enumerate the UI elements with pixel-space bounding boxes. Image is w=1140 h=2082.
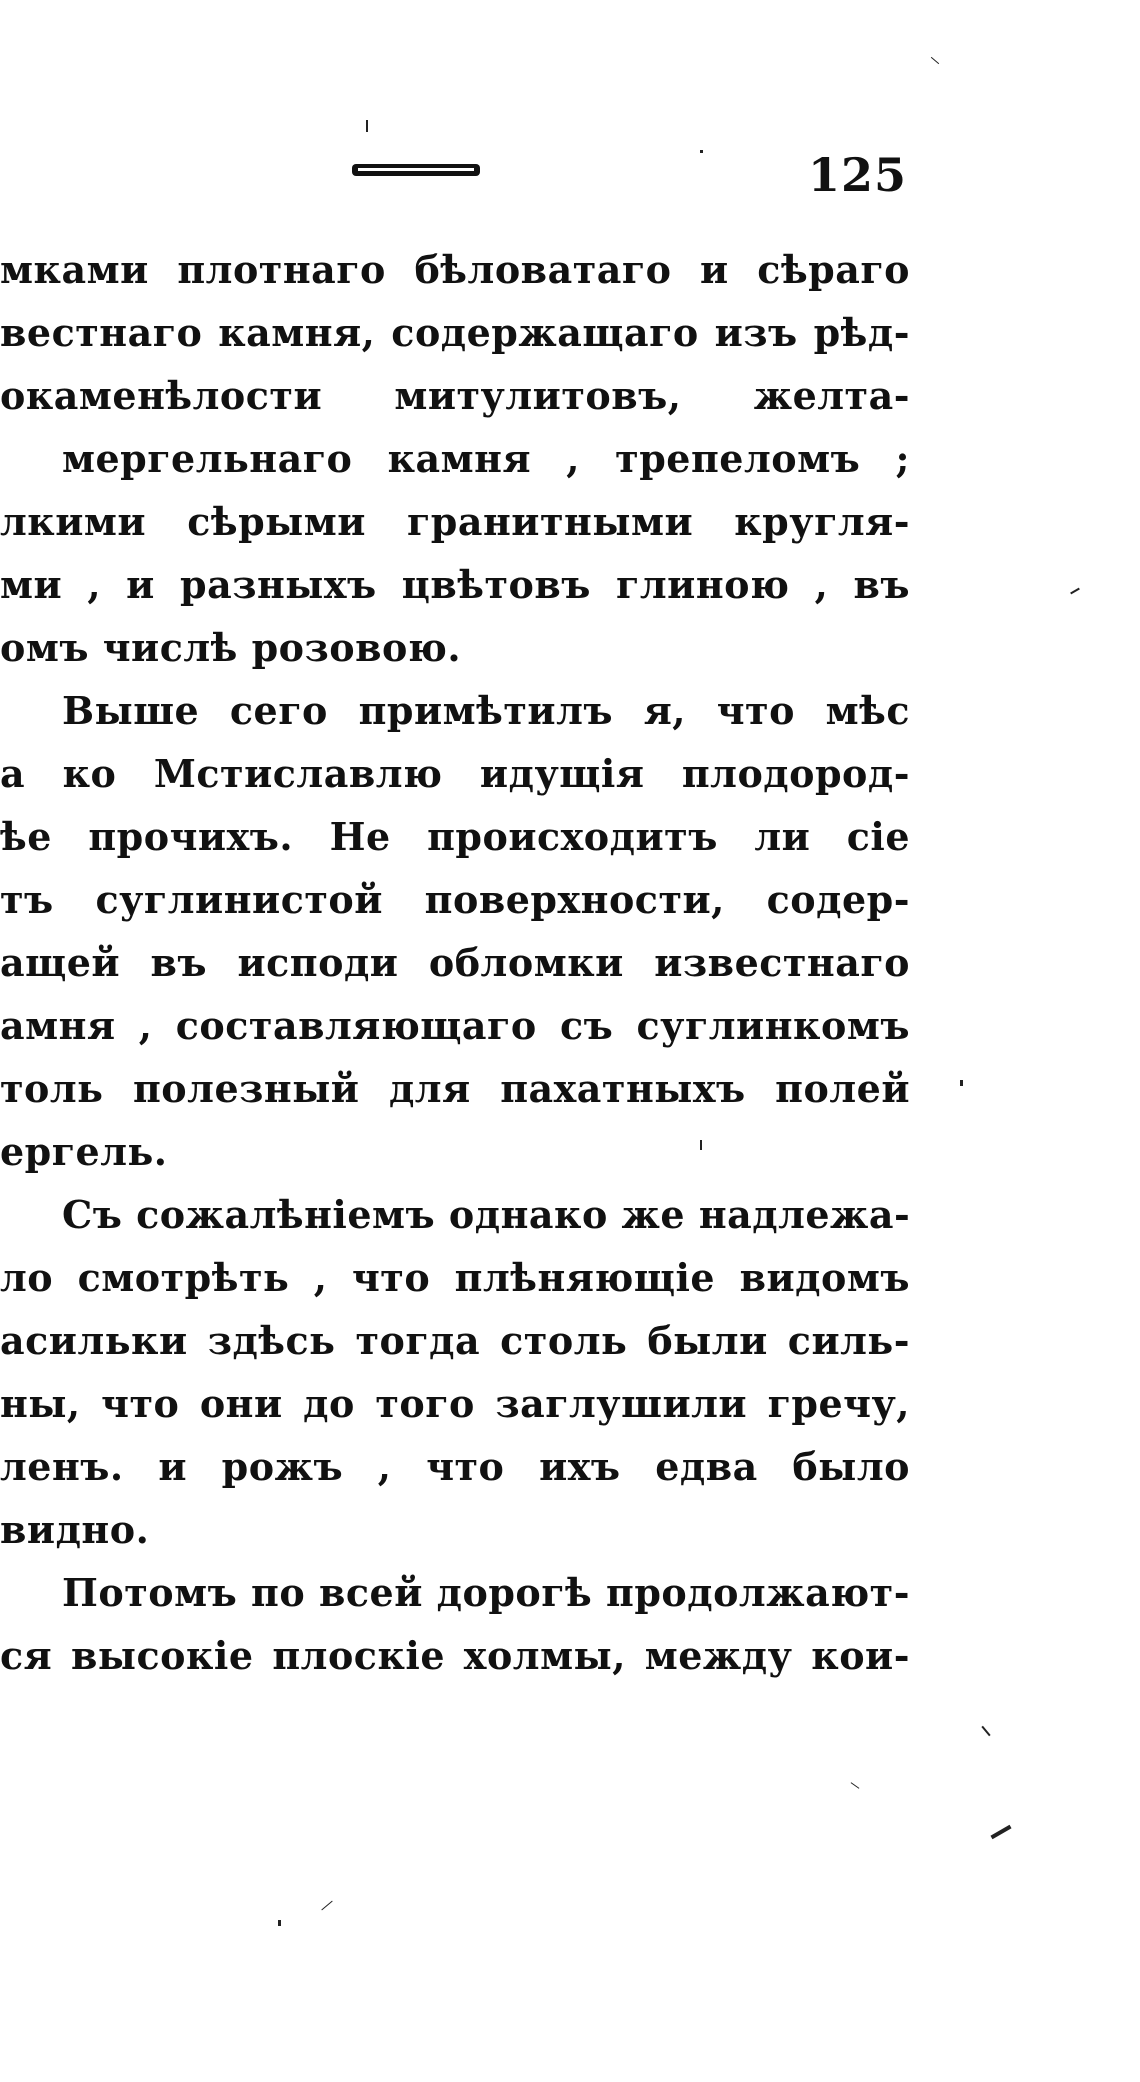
paragraph-3 [0,1183,910,1561]
text-line: а ко Мстиславлю идущія плодород- [0,751,910,796]
text-line: вестнаго камня, содержащаго изъ рѣд- [0,310,910,355]
text-line: ми , и разныхъ цвѣтовъ глиною , въ [0,562,910,607]
text-line: тъ суглинистой поверхности, содер- [0,877,910,922]
page-header [0,150,1140,210]
paper-speck [366,120,368,132]
body-text [0,238,910,1687]
text-line: Съ сожалѣніемъ однако же надлежа- [62,1192,910,1237]
paragraph-4 [0,1561,910,1687]
text-line: мергельнаго камня , трепеломъ ; [62,436,910,481]
text-line: ащей въ исподи обломки известнаго [0,940,910,985]
text-line: толь полезный для пахатныхъ полей [0,1066,910,1111]
text-line: видно. [0,1507,150,1552]
text-line: Потомъ по всей дорогѣ продолжают- [62,1570,910,1615]
text-line: омъ числѣ розовою. [0,625,462,670]
text-line: ся высокіе плоскіе холмы, между кои- [0,1633,910,1678]
paper-speck [1070,588,1080,595]
page-number: 125 [808,148,908,202]
text-line: лкими сѣрыми гранитными кругля- [0,499,910,544]
text-line: ленъ. и рожъ , что ихъ едва было [0,1444,910,1489]
paper-speck [990,1825,1011,1839]
header-rule-ornament [352,162,480,178]
paper-speck [851,1782,860,1789]
paper-speck [981,1726,990,1736]
text-line: ергель. [0,1129,168,1174]
text-line: ѣе прочихъ. Не происходитъ ли сіе [0,814,910,859]
paragraph-2 [0,679,910,1183]
paper-speck [700,1140,702,1150]
text-line: ло смотрѣть , что плѣняющіе видомъ [0,1255,910,1300]
paper-speck [931,57,939,64]
text-line: асильки здѣсь тогда столь были силь- [0,1318,910,1363]
paper-speck [278,1920,281,1926]
text-line: амня , составляющаго съ суглинкомъ [0,1003,910,1048]
paper-speck [700,150,703,153]
text-line: Выше сего примѣтилъ я, что мѣс [62,688,910,733]
paragraph-1 [0,238,910,679]
text-line: окаменѣлости митулитовъ, желта- [0,373,910,418]
paper-speck [321,1901,332,1911]
text-line: ны, что они до того заглушили гречу, [0,1381,910,1426]
paper-speck [960,1080,963,1086]
text-line: мками плотнаго бѣловатаго и сѣраго [0,247,910,292]
